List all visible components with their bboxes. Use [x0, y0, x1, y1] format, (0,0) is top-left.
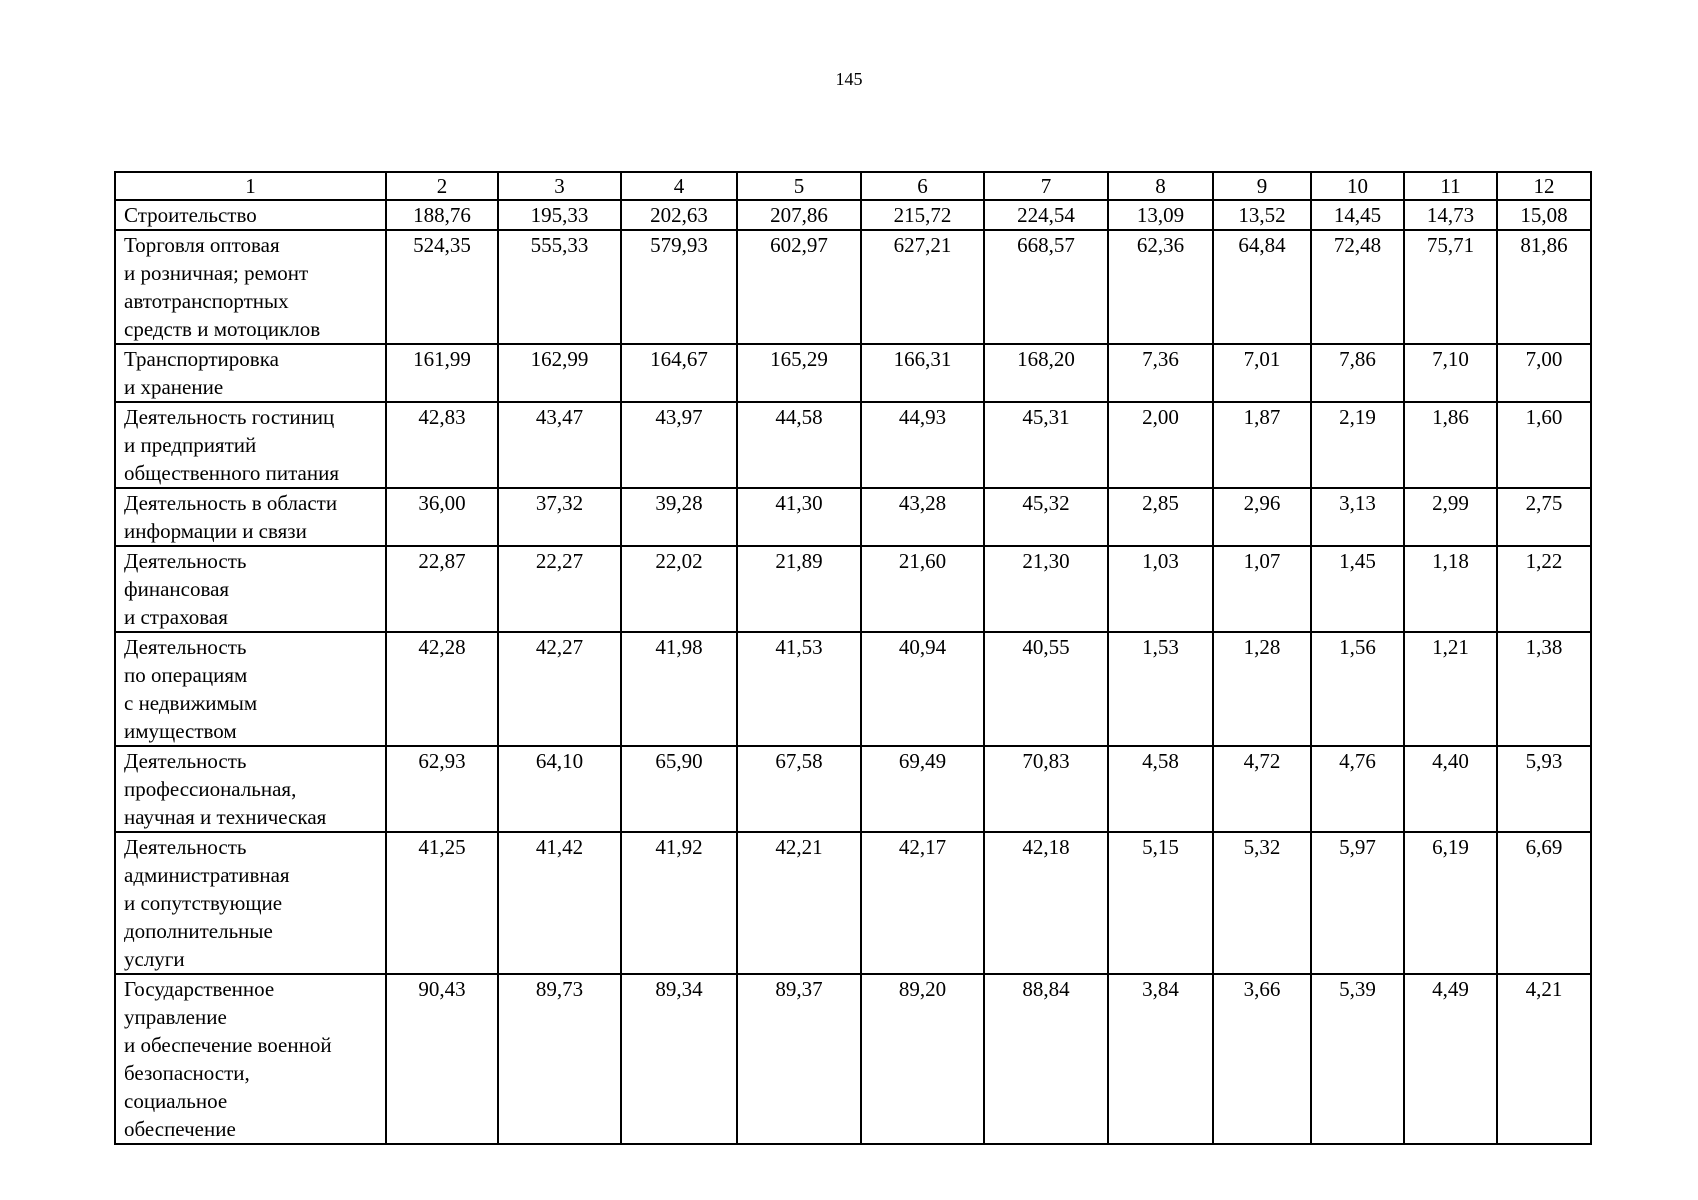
row-name-cell	[115, 344, 386, 402]
header-cell: 1	[115, 172, 386, 200]
row-name-line: Транспортировка	[124, 347, 279, 371]
value-cell: 4,49	[1404, 974, 1497, 1144]
value-cell: 89,37	[737, 974, 861, 1144]
value-cell: 1,56	[1311, 632, 1404, 746]
value-cell: 41,53	[737, 632, 861, 746]
value-cell: 5,97	[1311, 832, 1404, 974]
value-cell: 524,35	[386, 230, 498, 344]
value-cell: 168,20	[984, 344, 1108, 402]
row-name-line: Торговля оптовая	[124, 233, 280, 257]
value-cell: 64,10	[498, 746, 621, 832]
row-name-line: Деятельность в области	[124, 491, 338, 515]
value-cell: 42,18	[984, 832, 1108, 974]
table-row	[115, 402, 1591, 488]
value-cell: 13,52	[1213, 200, 1311, 230]
value-cell: 89,20	[861, 974, 984, 1144]
header-row	[115, 172, 1591, 200]
row-name-line: имуществом	[124, 719, 237, 743]
value-cell: 7,10	[1404, 344, 1497, 402]
row-name-line: и обеспечение военной	[124, 1033, 332, 1057]
row-name-line: информации и связи	[124, 519, 307, 543]
row-name-line: по операциям	[124, 663, 248, 687]
value-cell: 42,83	[386, 402, 498, 488]
value-cell: 2,00	[1108, 402, 1213, 488]
value-cell: 1,60	[1497, 402, 1591, 488]
value-cell: 43,47	[498, 402, 621, 488]
value-cell: 7,36	[1108, 344, 1213, 402]
value-cell: 215,72	[861, 200, 984, 230]
value-cell: 42,17	[861, 832, 984, 974]
page-number: 145	[835, 69, 863, 89]
row-name-line: общественного питания	[124, 461, 339, 485]
value-cell: 88,84	[984, 974, 1108, 1144]
value-cell: 21,60	[861, 546, 984, 632]
row-name-cell	[115, 200, 386, 230]
value-cell: 5,15	[1108, 832, 1213, 974]
value-cell: 22,87	[386, 546, 498, 632]
value-cell: 62,93	[386, 746, 498, 832]
value-cell: 3,84	[1108, 974, 1213, 1144]
header-cell: 2	[386, 172, 498, 200]
value-cell: 1,28	[1213, 632, 1311, 746]
value-cell: 602,97	[737, 230, 861, 344]
value-cell: 4,72	[1213, 746, 1311, 832]
value-cell: 202,63	[621, 200, 737, 230]
value-cell: 62,36	[1108, 230, 1213, 344]
value-cell: 2,75	[1497, 488, 1591, 546]
value-cell: 41,42	[498, 832, 621, 974]
row-name-line: автотранспортных	[124, 289, 289, 313]
value-cell: 44,58	[737, 402, 861, 488]
value-cell: 579,93	[621, 230, 737, 344]
value-cell: 81,86	[1497, 230, 1591, 344]
value-cell: 1,53	[1108, 632, 1213, 746]
value-cell: 224,54	[984, 200, 1108, 230]
row-name-cell	[115, 632, 386, 746]
row-name-line: Деятельность	[124, 835, 247, 859]
value-cell: 41,25	[386, 832, 498, 974]
value-cell: 164,67	[621, 344, 737, 402]
header-cell: 3	[498, 172, 621, 200]
value-cell: 14,73	[1404, 200, 1497, 230]
table-row	[115, 230, 1591, 344]
table-row	[115, 832, 1591, 974]
value-cell: 21,30	[984, 546, 1108, 632]
value-cell: 70,83	[984, 746, 1108, 832]
row-name-line: профессиональная,	[124, 777, 297, 801]
row-name-line: услуги	[124, 947, 185, 971]
value-cell: 5,39	[1311, 974, 1404, 1144]
value-cell: 7,00	[1497, 344, 1591, 402]
value-cell: 72,48	[1311, 230, 1404, 344]
value-cell: 42,27	[498, 632, 621, 746]
header-cell: 5	[737, 172, 861, 200]
value-cell: 7,86	[1311, 344, 1404, 402]
row-name-line: и хранение	[124, 375, 224, 399]
value-cell: 195,33	[498, 200, 621, 230]
value-cell: 7,01	[1213, 344, 1311, 402]
row-name-cell	[115, 974, 386, 1144]
value-cell: 69,49	[861, 746, 984, 832]
row-name-cell	[115, 488, 386, 546]
row-name-cell	[115, 230, 386, 344]
row-name-cell	[115, 746, 386, 832]
value-cell: 1,86	[1404, 402, 1497, 488]
row-name-line: Государственное	[124, 977, 275, 1001]
row-name-line: Деятельность гостиниц	[124, 405, 335, 429]
header-cell: 7	[984, 172, 1108, 200]
row-name-line: дополнительные	[124, 919, 273, 943]
value-cell: 4,76	[1311, 746, 1404, 832]
header-cell: 11	[1404, 172, 1497, 200]
value-cell: 64,84	[1213, 230, 1311, 344]
value-cell: 555,33	[498, 230, 621, 344]
value-cell: 43,97	[621, 402, 737, 488]
table-row	[115, 546, 1591, 632]
data-table	[114, 171, 1592, 1145]
value-cell: 627,21	[861, 230, 984, 344]
value-cell: 1,21	[1404, 632, 1497, 746]
value-cell: 5,93	[1497, 746, 1591, 832]
value-cell: 41,92	[621, 832, 737, 974]
row-name-line: безопасности,	[124, 1061, 250, 1085]
value-cell: 75,71	[1404, 230, 1497, 344]
value-cell: 43,28	[861, 488, 984, 546]
value-cell: 1,87	[1213, 402, 1311, 488]
value-cell: 1,03	[1108, 546, 1213, 632]
value-cell: 89,34	[621, 974, 737, 1144]
value-cell: 2,96	[1213, 488, 1311, 546]
value-cell: 22,02	[621, 546, 737, 632]
row-name-line: социальное	[124, 1089, 228, 1113]
value-cell: 1,22	[1497, 546, 1591, 632]
table-row	[115, 344, 1591, 402]
value-cell: 45,32	[984, 488, 1108, 546]
value-cell: 21,89	[737, 546, 861, 632]
row-name-line: и страховая	[124, 605, 228, 629]
value-cell: 41,98	[621, 632, 737, 746]
value-cell: 41,30	[737, 488, 861, 546]
row-name-line: Деятельность	[124, 635, 247, 659]
value-cell: 6,69	[1497, 832, 1591, 974]
row-name-line: Строительство	[124, 203, 257, 227]
value-cell: 42,21	[737, 832, 861, 974]
value-cell: 162,99	[498, 344, 621, 402]
value-cell: 207,86	[737, 200, 861, 230]
row-name-line: Деятельность	[124, 749, 247, 773]
value-cell: 65,90	[621, 746, 737, 832]
table-row	[115, 632, 1591, 746]
row-name-line: с недвижимым	[124, 691, 258, 715]
value-cell: 2,99	[1404, 488, 1497, 546]
row-name-line: научная и техническая	[124, 805, 327, 829]
row-name-line: средств и мотоциклов	[124, 317, 321, 341]
row-name-line: финансовая	[124, 577, 230, 601]
value-cell: 165,29	[737, 344, 861, 402]
row-name-line: Деятельность	[124, 549, 247, 573]
header-cell: 6	[861, 172, 984, 200]
header-cell: 8	[1108, 172, 1213, 200]
row-name-line: обеспечение	[124, 1117, 236, 1141]
value-cell: 4,58	[1108, 746, 1213, 832]
value-cell: 22,27	[498, 546, 621, 632]
value-cell: 188,76	[386, 200, 498, 230]
value-cell: 45,31	[984, 402, 1108, 488]
value-cell: 1,07	[1213, 546, 1311, 632]
row-name-line: и сопутствующие	[124, 891, 283, 915]
value-cell: 89,73	[498, 974, 621, 1144]
value-cell: 15,08	[1497, 200, 1591, 230]
value-cell: 36,00	[386, 488, 498, 546]
value-cell: 44,93	[861, 402, 984, 488]
table-body	[115, 172, 1591, 1144]
value-cell: 37,32	[498, 488, 621, 546]
table-row	[115, 488, 1591, 546]
value-cell: 5,32	[1213, 832, 1311, 974]
value-cell: 1,18	[1404, 546, 1497, 632]
header-cell: 12	[1497, 172, 1591, 200]
value-cell: 1,45	[1311, 546, 1404, 632]
value-cell: 40,55	[984, 632, 1108, 746]
value-cell: 13,09	[1108, 200, 1213, 230]
table-row	[115, 200, 1591, 230]
row-name-line: административная	[124, 863, 290, 887]
value-cell: 3,66	[1213, 974, 1311, 1144]
row-name-cell	[115, 402, 386, 488]
value-cell: 2,19	[1311, 402, 1404, 488]
header-cell: 10	[1311, 172, 1404, 200]
value-cell: 3,13	[1311, 488, 1404, 546]
row-name-cell	[115, 546, 386, 632]
value-cell: 4,21	[1497, 974, 1591, 1144]
header-cell: 9	[1213, 172, 1311, 200]
value-cell: 40,94	[861, 632, 984, 746]
value-cell: 67,58	[737, 746, 861, 832]
value-cell: 1,38	[1497, 632, 1591, 746]
table-row	[115, 746, 1591, 832]
row-name-line: управление	[124, 1005, 227, 1029]
value-cell: 39,28	[621, 488, 737, 546]
row-name-cell	[115, 832, 386, 974]
value-cell: 166,31	[861, 344, 984, 402]
value-cell: 2,85	[1108, 488, 1213, 546]
value-cell: 161,99	[386, 344, 498, 402]
header-cell: 4	[621, 172, 737, 200]
value-cell: 4,40	[1404, 746, 1497, 832]
value-cell: 90,43	[386, 974, 498, 1144]
value-cell: 14,45	[1311, 200, 1404, 230]
value-cell: 6,19	[1404, 832, 1497, 974]
table-row	[115, 974, 1591, 1144]
row-name-line: и розничная; ремонт	[124, 261, 309, 285]
row-name-line: и предприятий	[124, 433, 257, 457]
value-cell: 42,28	[386, 632, 498, 746]
value-cell: 668,57	[984, 230, 1108, 344]
